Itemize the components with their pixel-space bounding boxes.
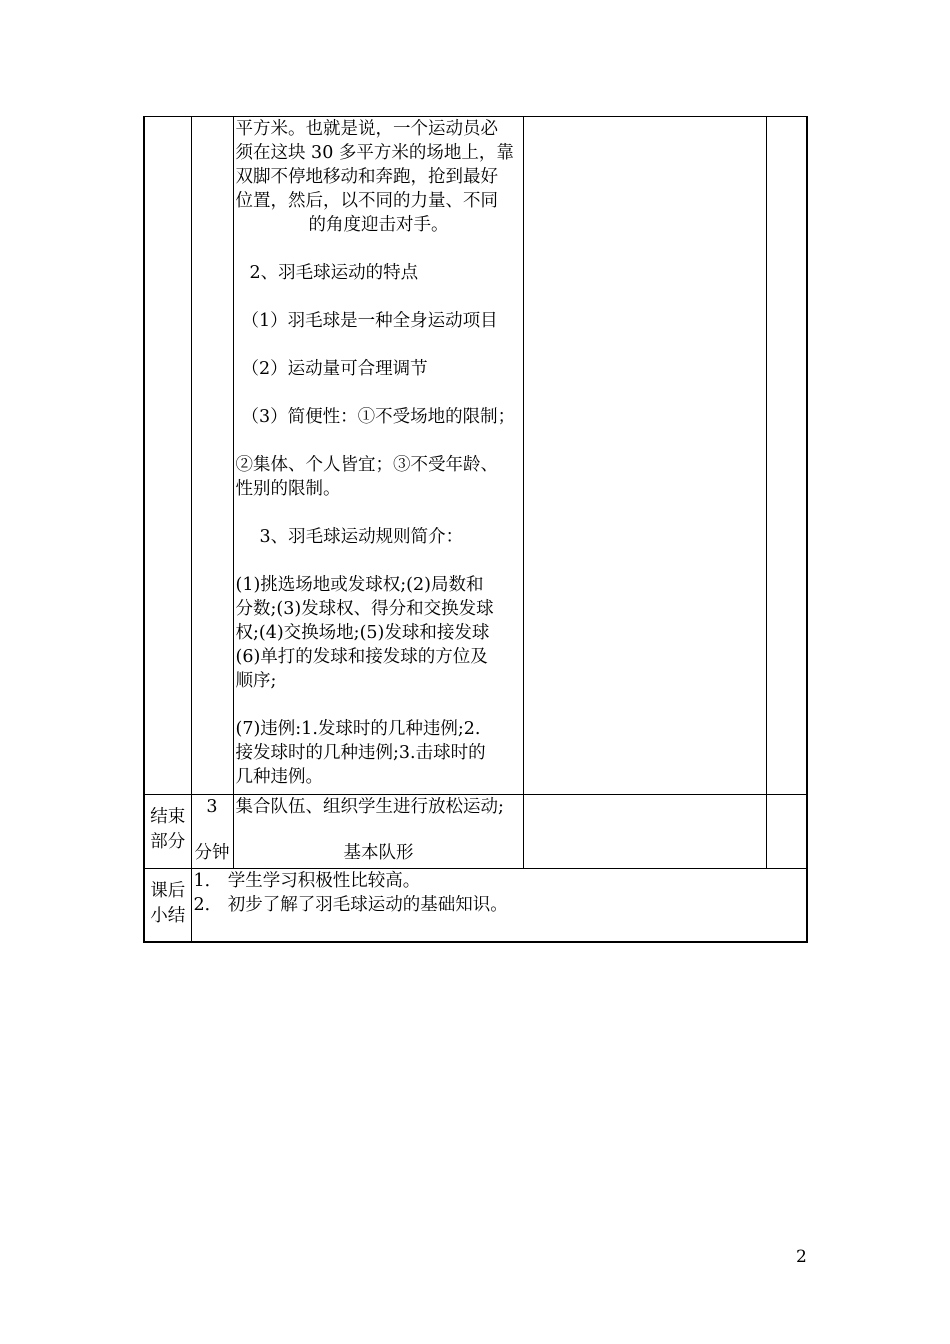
method-cell — [523, 795, 766, 869]
content-cell — [233, 795, 523, 869]
text-line: 性别的限制。 — [235, 479, 341, 499]
section-heading-2: 2、羽毛球运动的特点 — [249, 263, 419, 283]
text-line: 须在这块 30 多平方米的场地上，靠 — [235, 143, 514, 163]
rule-line: 分数;(3)发球权、得分和交换发球 — [235, 599, 494, 619]
section-heading-3: 3、羽毛球运动规则简介： — [259, 527, 464, 547]
lesson-plan-table — [143, 116, 808, 943]
time-cell — [191, 795, 233, 869]
text-line: 位置，然后，以不同的力量、不同 — [235, 191, 498, 211]
text-line-centered: 的角度迎击对手。 — [308, 215, 449, 235]
summary-block — [192, 869, 807, 917]
time-cell — [191, 117, 233, 795]
feature-item-3: （3）简便性：①不受场地的限制； — [241, 407, 516, 427]
section-cell — [144, 869, 191, 942]
rule-line: 权;(4)交换场地;(5)发球和接发球 — [235, 623, 490, 643]
violation-line: (7)违例:1.发球时的几种违例;2. — [235, 719, 481, 739]
table-row-ending — [144, 795, 807, 869]
feature-item-1: （1）羽毛球是一种全身运动项目 — [241, 311, 498, 331]
summary-cell — [191, 869, 807, 942]
notes-cell — [766, 117, 807, 795]
duration-value: 3 — [206, 797, 218, 817]
content-block — [234, 117, 523, 789]
content-cell — [233, 117, 523, 795]
violation-line: 几种违例。 — [235, 767, 323, 787]
section-cell — [144, 795, 191, 869]
method-cell — [523, 117, 766, 795]
table-row-summary — [144, 869, 807, 942]
rule-line: (6)单打的发球和接发球的方位及 — [235, 647, 488, 667]
rule-line: 顺序; — [235, 671, 277, 691]
summary-line: 2． 初步了解了羽毛球运动的基础知识。 — [193, 895, 508, 915]
feature-item-2: （2）运动量可合理调节 — [241, 359, 428, 379]
notes-cell — [766, 795, 807, 869]
summary-line: 1． 学生学习积极性比较高。 — [193, 871, 421, 891]
text-line: 集合队伍、组织学生进行放松运动; — [235, 797, 504, 817]
text-line: ②集体、个人皆宜；③不受年龄、 — [235, 455, 498, 475]
text-line: 平方米。也就是说，一个运动员必 — [235, 119, 498, 139]
rule-line: (1)挑选场地或发球权;(2)局数和 — [235, 575, 484, 595]
content-block — [234, 795, 523, 865]
violation-line: 接发球时的几种违例;3.击球时的 — [235, 743, 486, 763]
table-row-main — [144, 117, 807, 795]
duration-unit: 分钟 — [194, 843, 230, 863]
page-number: 2 — [796, 1247, 807, 1267]
section-cell — [144, 117, 191, 795]
section-label: 结束 部分 — [150, 807, 186, 852]
text-line: 双脚不停地移动和奔跑，抢到最好 — [235, 167, 498, 187]
section-label: 课后 小结 — [150, 881, 186, 926]
text-line-centered: 基本队形 — [343, 843, 414, 863]
